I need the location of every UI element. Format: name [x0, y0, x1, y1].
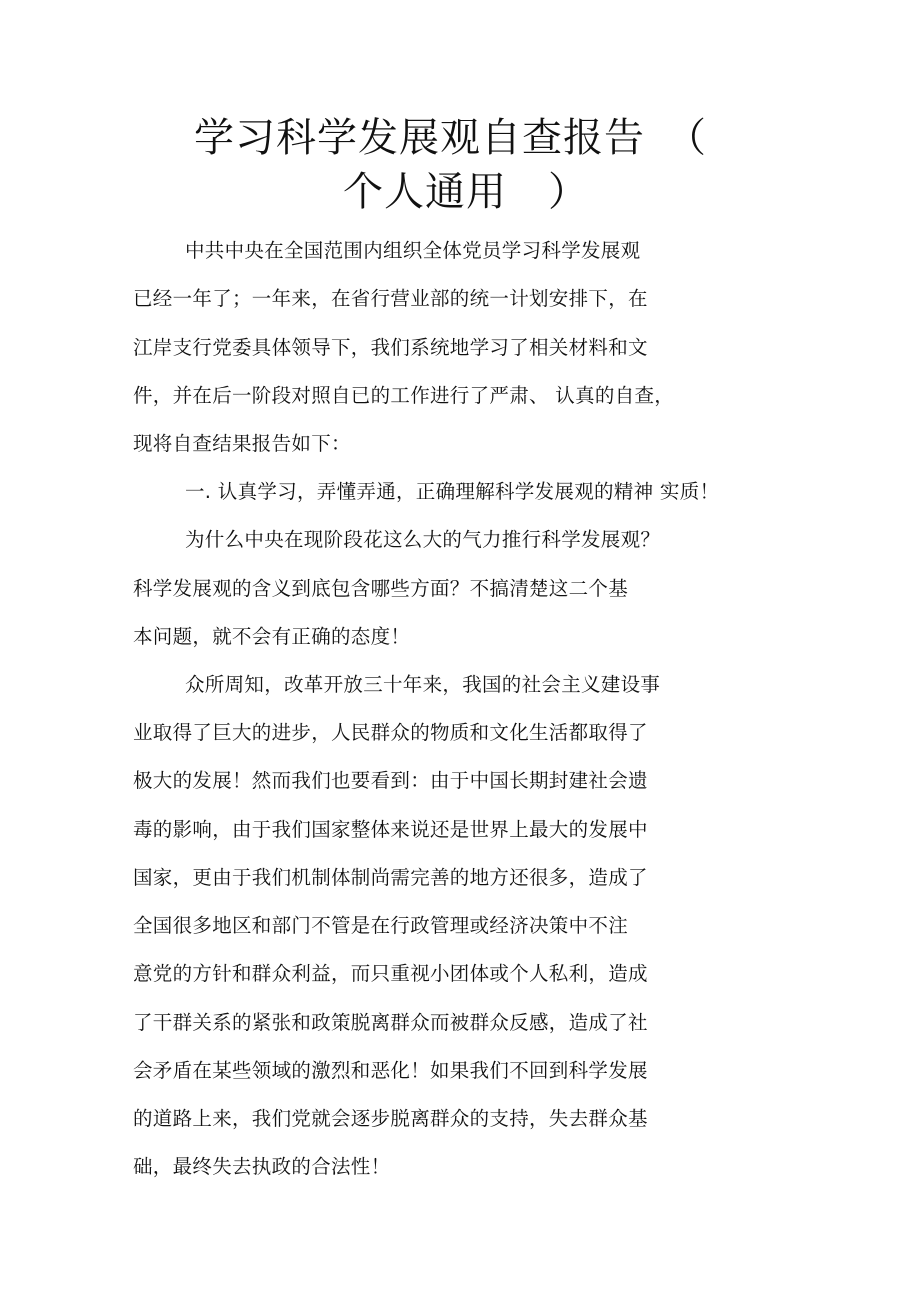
body-line: 本问题，就不会有正确的态度！	[133, 625, 411, 648]
body-line: 全国很多地区和部门不管是在行政管理或经济决策中不注	[133, 914, 629, 937]
body-line: 江岸支行党委具体领导下，我们系统地学习了相关材料和文	[133, 336, 648, 359]
body-line: 众所周知，改革开放三十年来，我国的社会主义建设事	[185, 673, 661, 696]
body-line: 意党的方针和群众利益，而只重视小团体或个人私利，造成	[133, 962, 648, 985]
body-line: 件，并在后一阶段对照自已的工作进行了严肃、 认真的自查，	[133, 384, 675, 407]
document-title-line-1: 学习科学发展观自查报告 （	[194, 115, 707, 161]
body-line: 业取得了巨大的进步，人民群众的物质和文化生活都取得了	[133, 721, 648, 744]
body-line: 已经一年了；一年来，在省行营业部的统一计划安排下，在	[133, 287, 648, 310]
body-line: 的道路上来，我们党就会逐步脱离群众的支持，失去群众基	[133, 1107, 648, 1130]
body-line: 为什么中央在现阶段花这么大的气力推行科学发展观？	[185, 528, 661, 551]
body-line: 会矛盾在某些领域的激烈和恶化！如果我们不回到科学发展	[133, 1059, 648, 1082]
body-line: 础，最终失去执政的合法性！	[133, 1155, 391, 1178]
body-line: 科学发展观的含义到底包含哪些方面？不搞清楚这二个基	[133, 577, 629, 600]
body-line: 中共中央在全国范围内组织全体党员学习科学发展观	[185, 239, 641, 262]
body-line: 现将自查结果报告如下：	[133, 432, 351, 455]
body-line: 国家，更由于我们机制体制尚需完善的地方还很多，造成了	[133, 866, 648, 889]
body-line: 极大的发展！然而我们也要看到：由于中国长期封建社会遗	[133, 769, 648, 792]
body-line: 毒的影响，由于我们国家整体来说还是世界上最大的发展中	[133, 818, 648, 841]
document-title-line-2: 个人通用 ）	[343, 169, 589, 215]
section-heading: 一. 认真学习，弄懂弄通，正确理解科学发展观的精神 实质！	[185, 480, 720, 503]
body-line: 了干群关系的紧张和政策脱离群众而被群众反感，造成了社	[133, 1011, 648, 1034]
